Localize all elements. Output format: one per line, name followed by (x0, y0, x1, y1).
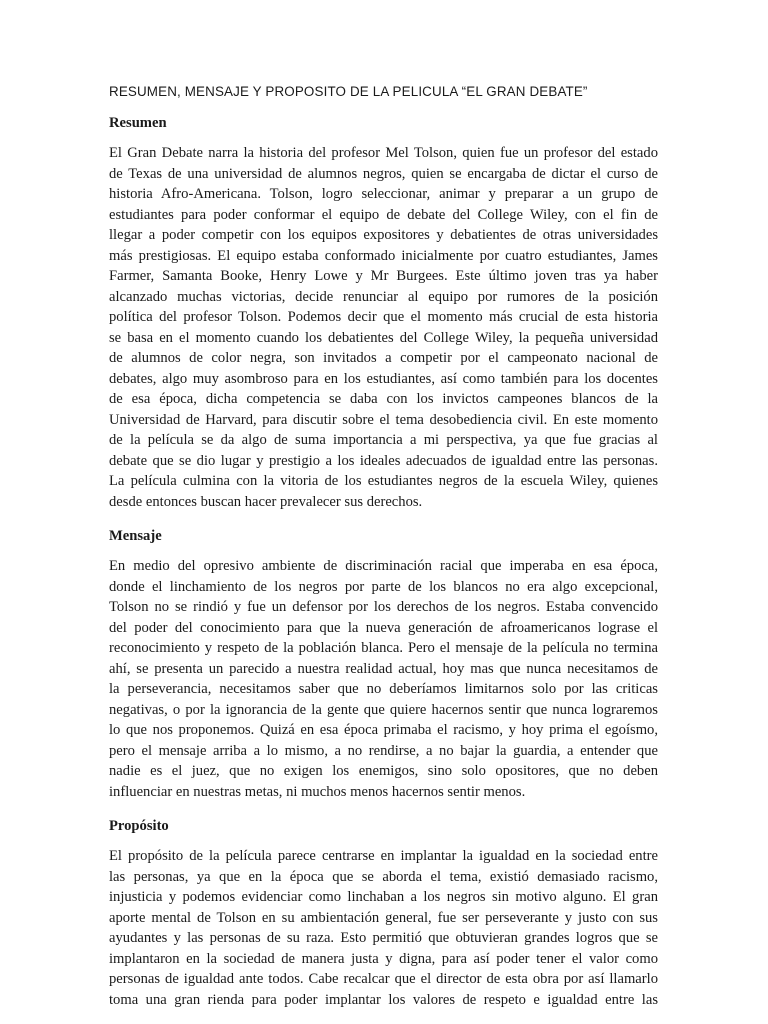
section-heading-proposito: Propósito (109, 818, 169, 834)
text-line: ayudantes y las personas de su raza. Esto permitió que obtuvieran grandes logros que se (109, 930, 658, 946)
text-line: estudiantes para poder conformar el equipo de debate del College Wiley, con el fin de (109, 206, 658, 223)
text-line: debate que se dio lugar y prestigio a los ideales adecuados de igualdad entre las personas. (109, 452, 658, 469)
text-line: aporte mental de Tolson en su ambientación general, fue ser perseverante y justo con sus (109, 909, 658, 926)
section-heading-mensaje: Mensaje (109, 528, 162, 544)
text-line: El propósito de la película parece centrarse en implantar la igualdad en la sociedad entre (109, 848, 658, 864)
text-line: debates, algo muy asombroso para en los estudiantes, así como también para los docentes (109, 370, 658, 387)
text-line: personas de igualdad ante todos. Cabe recalcar que el director de esta obra por así llamarlo (109, 971, 658, 987)
text-line: pero el mensaje arriba a lo mismo, a no rendirse, a no bajar la guardia, a entender que (109, 742, 658, 759)
section-body-resumen (109, 143, 658, 512)
text-line: En medio del opresivo ambiente de discriminación racial que imperaba en esa época, (109, 558, 658, 574)
text-line: de esa época, dicha competencia se daba con los invictos campeones blancos de la (109, 391, 658, 407)
text-line: la perseverancia, necesitamos saber que no deberíamos limitarnos solo por las criticas (109, 681, 658, 697)
text-line: negativas, o por la ignorancia de la gente que quiere hacernos sentir que nunca lograremos (109, 701, 658, 718)
text-line: Farmer, Samanta Booke, Henry Lowe y Mr Burgees. Este último joven tras ya haber (109, 268, 658, 284)
document-page (109, 82, 658, 1024)
text-line: influenciar en nuestras metas, ni muchos menos hacernos sentir menos. (109, 783, 526, 800)
text-line: Universidad de Harvard, para discutir sobre el tema desobediencia civil. En este momento (109, 411, 658, 428)
text-line: alcanzado muchas victorias, decide renunciar al equipo por rumores de la posición (109, 288, 658, 305)
text-line: política del profesor Tolson. Podemos decir que el momento más crucial de esta historia (109, 309, 658, 325)
text-line: llegar a poder competir con los equipos expositores y debatientes de otras universidades (109, 227, 658, 243)
text-line: nadie es el juez, que no exigen los enemigos, sino solo opositores, que no deben (109, 763, 658, 779)
text-line: donde el linchamiento de los negros por parte de los blancos no era algo excepcional, (109, 578, 658, 595)
text-line: Tolson no se rindió y fue un defensor por los derechos de los negros. Estaba convencido (109, 599, 658, 615)
text-line: desde entonces buscan hacer prevalecer sus derechos. (109, 493, 423, 510)
text-line: más prestigiosas. El equipo estaba conformado inicialmente por cuatro estudiantes, James (109, 247, 658, 264)
text-line: implantaron en la sociedad de manera justa y digna, para así poder tener el valor como (109, 950, 658, 967)
text-line: historia Afro-Americana. Tolson, logro seleccionar, animar y preparar a un grupo de (109, 186, 658, 202)
text-line: del poder del conocimiento para que la nueva generación de afroamericanos lograse el (109, 619, 658, 636)
document-title: RESUMEN, MENSAJE Y PROPOSITO DE LA PELICULA “EL GRAN DEBATE” (109, 84, 588, 99)
section-body-mensaje (109, 556, 658, 802)
text-line: de alumnos de color negra, son invitados a competir por el campeonato nacional de (109, 350, 658, 366)
section-heading-resumen: Resumen (109, 115, 167, 131)
text-line: se basa en el momento cuando los debatientes del College Wiley, la pequeña universidad (109, 329, 658, 346)
text-line: lo que nos proponemos. Quizá en esa época primaba el racismo, y hoy prima el egoísmo, (109, 722, 658, 738)
text-line: toma una gran rienda para poder implantar los valores de respeto e igualdad entre las (109, 991, 658, 1008)
section-body-proposito (109, 846, 658, 1010)
text-line: de la película se da algo de suma importancia a mi perspectiva, ya que fue gracias al (109, 432, 658, 448)
text-line: de Texas de una universidad de alumnos negros, quien se encargaba de dictar el curso de (109, 165, 658, 182)
text-line: injusticia y podemos evidenciar como linchaban a los negros sin motivo alguno. El gran (109, 889, 658, 905)
text-line: El Gran Debate narra la historia del profesor Mel Tolson, quien fue un profesor del estado (109, 145, 658, 161)
text-line: reconocimiento y respeto de la población blanca. Pero el mensaje de la película no termina (109, 640, 658, 656)
text-line: La película culmina con la vitoria de los estudiantes negros de la escuela Wiley, quienes (109, 473, 658, 489)
text-line: las personas, ya que en la época que se aborda el tema, existió demasiado racismo, (109, 868, 658, 885)
text-line: ahí, se presenta un parecido a nuestra realidad actual, hoy mas que nunca necesitamos de (109, 660, 658, 677)
